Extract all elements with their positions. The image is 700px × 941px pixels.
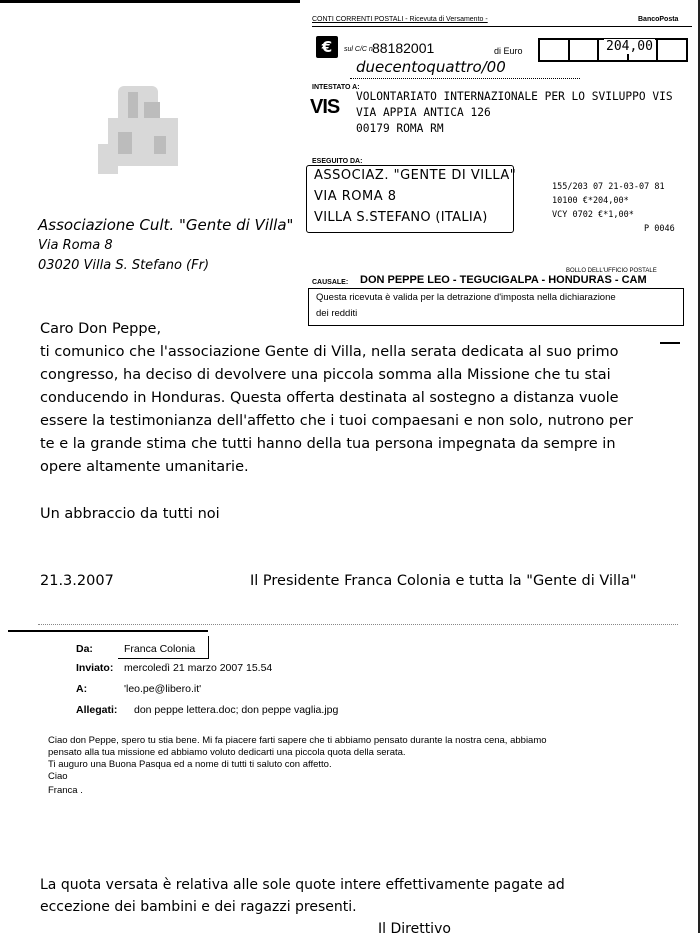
letter-line: opere altamente umanitarie. xyxy=(40,459,249,475)
email-body-line: Ti auguro una Buona Pasqua ed a nome di tutti ti saluto con affetto. xyxy=(48,759,332,770)
beneficiary-address: VIA APPIA ANTICA 126 xyxy=(356,106,491,119)
letter-line: congresso, ha deciso di devolvere una piccola somma alla Missione che tu stai xyxy=(40,367,611,383)
ricevuta-note-2: dei redditi xyxy=(316,308,358,319)
letter-closing: Un abbraccio da tutti noi xyxy=(40,506,220,522)
email-da-value: Franca Colonia xyxy=(124,643,196,655)
sender-city: 03020 Villa S. Stefano (Fr) xyxy=(38,258,210,273)
email-da-label: Da: xyxy=(76,643,93,655)
stamp-line-2: 10100 €*204,00* xyxy=(552,196,629,206)
beneficiary-city: 00179 ROMA RM xyxy=(356,122,444,135)
causale-label: CAUSALE: xyxy=(312,279,349,286)
footer-sign: Il Direttivo xyxy=(378,921,451,937)
stamp-line-1: 155/203 07 21-03-07 81 xyxy=(552,182,665,192)
account-number: 88182001 xyxy=(372,40,435,56)
vis-logo: VIS xyxy=(310,96,340,118)
email-body-line: Ciao xyxy=(48,771,68,782)
letter-line: conducendo in Honduras. Questa offerta destinata al sostegno a distanza vuole xyxy=(40,390,619,406)
payer-line-3: VILLA S.STEFANO (ITALIA) xyxy=(314,210,488,225)
euro-icon: € xyxy=(316,36,338,58)
letter-line: ti comunico che l'associazione Gente di Villa, nella serata dedicata al suo primo xyxy=(40,344,619,360)
email-a-label: A: xyxy=(76,683,88,695)
sender-name: Associazione Cult. "Gente di Villa" xyxy=(38,216,294,234)
causale-text: DON PEPPE LEO - TEGUCIGALPA - HONDURAS - CAM xyxy=(360,274,647,286)
email-body-line: pensato alla tua missione ed abbiamo voluto dedicarti una piccola quota della serata. xyxy=(48,747,406,758)
footer-line-1: La quota versata è relativa alle sole quote intere effettivamente pagate ad xyxy=(40,877,565,893)
amount-words-rule xyxy=(350,78,580,79)
email-inviato-label: Inviato: xyxy=(76,662,114,674)
eseguito-label: ESEGUITO DA: xyxy=(312,158,363,165)
email-body-line: Franca . xyxy=(48,785,83,796)
stamp-line-3: VCY 0702 €*1,00* xyxy=(552,210,634,220)
amount-value: 204,00 xyxy=(606,39,653,54)
scan-edge-top-left xyxy=(0,0,300,3)
email-allegati-value: don peppe lettera.doc; don peppe vaglia.jpg xyxy=(134,704,339,716)
bollo-label: BOLLO DELL'UFFICIO POSTALE xyxy=(566,268,657,274)
letter-salutation: Caro Don Peppe, xyxy=(40,321,162,337)
footer-line-2: eccezione dei bambini e dei ragazzi presenti. xyxy=(40,899,357,915)
payer-line-1: ASSOCIAZ. "GENTE DI VILLA" xyxy=(314,168,517,183)
email-divider-dots xyxy=(38,624,678,625)
email-a-value: 'leo.pe@libero.it' xyxy=(124,683,202,695)
letter-date: 21.3.2007 xyxy=(40,573,114,589)
slip-header-right: BancoPosta xyxy=(638,16,679,23)
ricevuta-note-1: Questa ricevuta è valida per la detrazione d'imposta nella dichiarazione xyxy=(316,292,616,303)
stamp-line-4: P 0046 xyxy=(644,224,675,234)
email-inviato-value: mercoledì 21 marzo 2007 15.54 xyxy=(124,662,273,674)
letter-line: essere la testimonianza dell'affetto che i tuoi compaesani e non solo, nutrono per xyxy=(40,413,633,429)
beneficiary-name: VOLONTARIATO INTERNAZIONALE PER LO SVILUPPO VIS xyxy=(356,90,673,103)
intestato-label: INTESTATO A: xyxy=(312,84,360,91)
faded-photo xyxy=(88,74,198,180)
email-divider xyxy=(8,630,208,632)
di-euro-label: di Euro xyxy=(494,46,523,56)
email-body-line: Ciao don Peppe, spero tu stia bene. Mi fa piacere farti sapere che ti abbiamo pensato durante la nostra cena, abbiamo xyxy=(48,735,547,746)
sender-street: Via Roma 8 xyxy=(38,238,113,253)
email-allegati-label: Allegati: xyxy=(76,704,118,716)
amount-in-words: duecentoquattro/00 xyxy=(356,58,506,76)
slip-dash-mark xyxy=(660,342,680,344)
letter-signature: Il Presidente Franca Colonia e tutta la "Gente di Villa" xyxy=(250,573,637,589)
letter-line: te e la grande stima che tutti hanno della tua persona impegnata da sempre in xyxy=(40,436,616,452)
slip-top-rule xyxy=(312,26,692,27)
payer-line-2: VIA ROMA 8 xyxy=(314,189,397,204)
slip-header-left: CONTI CORRENTI POSTALI - Ricevuta di Versamento - xyxy=(312,16,488,23)
cc-label: sul C/C n. xyxy=(344,46,375,53)
